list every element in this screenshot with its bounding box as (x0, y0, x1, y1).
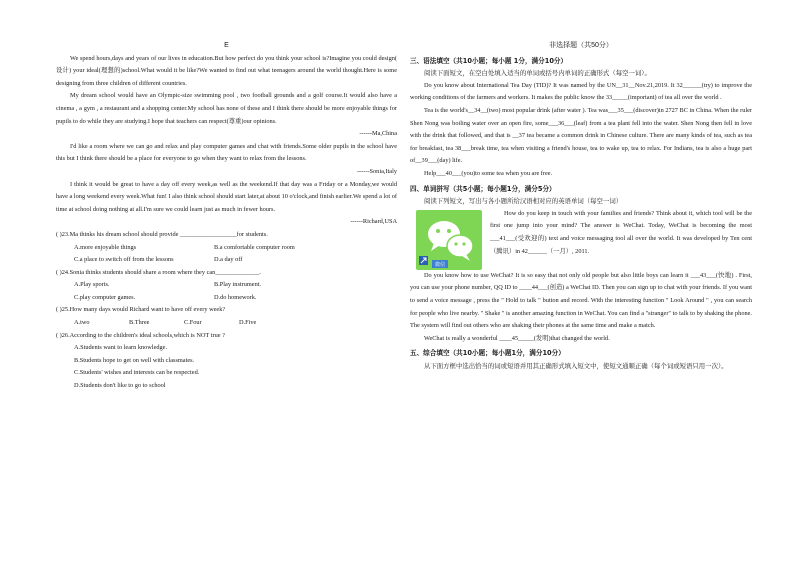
question-23-options-row1 (56, 242, 397, 255)
question-25-options (56, 317, 397, 330)
question-23: ( )23.Ma thinks his dream school should provide __________________for students. (56, 230, 268, 238)
option-d: D.a day off (214, 256, 243, 264)
option-c: C.Four (184, 319, 202, 327)
option-b: B.Play instrument. (214, 281, 262, 289)
option-c: C.Students' wishes and interests can be respected. (74, 369, 200, 377)
signature-ma: ------Ma,China (359, 130, 397, 138)
question-26: ( )26.According to the children's ideal schools,which is NOT true ? (56, 331, 225, 339)
option-c: C.a place to switch off from the lessons (74, 256, 174, 264)
question-24-options-row1 (56, 279, 397, 292)
spelling-paragraph-3: WeChat is really a wonderful ____45_____(发明)that changed the world. (424, 334, 610, 342)
section-4-instructions: 阅读下列短文，写出与各小题所给汉语相对应的英语单词（每空一词） (424, 197, 623, 206)
option-a: A.two (74, 319, 90, 327)
passage-paragraph-2: My dream school would have an Olympic-size swimming pool , two football grounds and a golf course.It would also have a cinema , a gym , a restaurant and a shopping center.My school has none of these and I think there should be more enjoyable things for pupils to do while they are studying.I hope that teachers can respect(尊重)our opinions. (56, 92, 397, 125)
right-column (410, 40, 752, 372)
spelling-paragraph-1: How do you keep in touch with your families and friends? Think about it, which tool will be the first one jump into your mind? The answer is WeChat. Today, WeChat is becoming the most ___41___(受欢迎的) text and voice messaging tool all over the world. It was developed by Ten cent（腾讯）in 42______（一月）, 2011. (490, 209, 752, 255)
signature-richard: ------Richard,USA (350, 218, 397, 226)
option-a: A.Students want to learn knowledge. (74, 344, 168, 352)
option-d: D.Five (239, 319, 257, 327)
part-title: 非选择题（共50分） (549, 42, 613, 49)
question-24: ( )24.Sonia thinks students should share a room where they can______________. (56, 268, 261, 276)
wechat-block (410, 208, 752, 270)
option-d: D.do homework. (214, 293, 257, 301)
section-5-title: 五、综合填空（共10小题；每小题1分，满分10分） (410, 349, 565, 358)
wechat-text-top (490, 208, 752, 270)
passage-paragraph-4: I think it would be great to have a day off every week,as well as the weekend.If that day was a Friday or a Monday,we would have a long weekend every week.What fun! I also think school should start later,at about 10 o'clock,and finish earlier.We spend a lot of time at school doing nothing at all.I'm sure we could learn just as much in fewer hours. (56, 180, 397, 213)
question-23-options-row2 (56, 254, 397, 267)
option-a: A.Play sports. (74, 281, 110, 289)
section-5-instructions: 从下面方框中选出恰当的词或短语并用其正确形式填入短文中，使短文通顺正确（每个词或短语只用一次）。 (424, 361, 728, 370)
option-a: A.more enjoyable things (74, 243, 137, 251)
option-c: C.play computer games. (74, 293, 136, 301)
question-25: ( )25.How many days would Richard want to have off every week? (56, 306, 226, 314)
option-b: B.Students hope to get on well with classmates. (74, 356, 195, 364)
section-3-title: 三、语法填空（共10小题；每小题 1分，满分10分） (410, 56, 568, 65)
section-4-title: 四、单词拼写（共5小题；每小题1分，满分5分） (410, 184, 556, 193)
grammar-paragraph-1: Do you know about International Tea Day (TID)? It was named by the UN__31__Nov.21,2019. It 32______(try) to improve the working conditions of the farmers and workers. It makes the public know the 33_____(important) of tea all over the world . (410, 81, 752, 102)
section-3-instructions: 阅读下面短文，在空白处填入适当的单词或括号内单词的正确形式（每空一词）。 (424, 69, 651, 78)
wechat-logo-image (416, 210, 482, 270)
signature-sonia: ------Sonia,Italy (356, 167, 397, 175)
option-b: B.Three (129, 319, 150, 327)
passage-paragraph-3: I'd like a room where we can go and relax and play computer games and chat with friends.Some older pupils in the school have this but I think there should be a place for everyone to go when they want to relax from the lessons. (56, 142, 397, 163)
wechat-bubbles-icon (416, 210, 482, 270)
question-24-options-row2 (56, 292, 397, 305)
wechat-image-label: 微信 (434, 261, 446, 268)
option-b: B.a comfortable computer room (214, 243, 295, 251)
passage-letter: E (224, 42, 229, 49)
left-column (56, 40, 397, 393)
grammar-paragraph-3: Help___40___(you)to some tea when you are free. (424, 169, 553, 177)
grammar-paragraph-2: Tea is the world's__34__(two) most popular drink (after water ). Tea was___35___(discover)in 2727 BC in China. When the ruler Shen Nong was boiling water over an open fire, some___36___(leaf) from a tea plant fell into the water. Shen Nong then fell in love with the drink that followed, and that is __37 tea became a common drink in Chinese culture. There are many kinds of tea, such as tea for breakfast, tea 38___break time, tea when visiting a friend's house, tea to wake up, tea to relax. For Indians, tea is also a huge part of__39___(day) life. (410, 106, 752, 165)
spelling-paragraph-2: Do you know how to use WeChat? It is so easy that not only old people but also little boys can learn it ___43___(快地) . First, you can use your phone number, QQ ID to ____44___(创造) a WeChat ID. Then you can sign up to chat with your friends. If you want to send a voice message , press the " Hold to talk " button and record. With the interesting function " Look Around " , you can search for people who live nearby. " Shake " is another amazing function in WeChat. You can find a "stranger" to talk to by shaking the phone. The system will find out others who are shaking their phones at the same time and make a match. (410, 271, 752, 330)
passage-paragraph-1: We spend hours,days and years of our lives in education.But how perfect do you think your school is?Imagine you could design( 设计) your ideal(理想的)school.What would it be like?We wanted to find out what teenagers around the world thought.Here is some designing from three children of different countries. (56, 54, 397, 87)
option-d: D.Students don't like to go to school (74, 382, 166, 390)
